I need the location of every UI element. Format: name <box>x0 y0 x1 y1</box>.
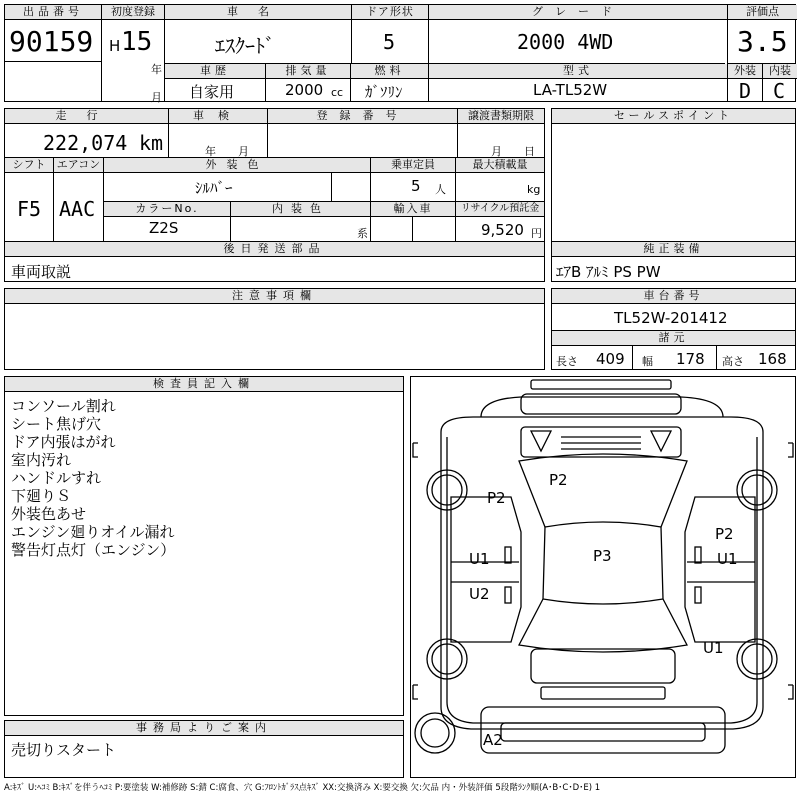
capacity-value: 5 <box>411 177 421 195</box>
car-diagram-svg <box>411 377 795 777</box>
list-item: ハンドルすれ <box>11 469 102 487</box>
month-unit: 月 <box>151 91 162 104</box>
sales-block <box>551 108 796 282</box>
grade-value: 2000 4WD <box>517 30 614 54</box>
inspector-list <box>11 397 175 559</box>
inspection-ym: 年 月 <box>205 145 249 158</box>
door-value: 5 <box>383 30 396 54</box>
list-item: シート焦げ穴 <box>11 415 102 433</box>
exterior-label: 外装色 <box>104 158 370 173</box>
fuel-label: 燃料 <box>351 64 428 79</box>
length-value: 409 <box>596 350 625 368</box>
spec-label: 諸元 <box>552 331 795 346</box>
list-item: 室内汚れ <box>11 451 72 469</box>
height-value: 168 <box>758 350 787 368</box>
mark-a2-rear: A2 <box>483 731 503 749</box>
model-value: LA-TL52W <box>533 81 608 99</box>
cc-unit: cc <box>331 86 344 99</box>
exterior-value: ｼﾙﾊﾞｰ <box>195 179 233 197</box>
score-value: 3.5 <box>737 25 788 58</box>
interior-label: 内装色 <box>231 202 370 217</box>
displacement-label: 排気量 <box>266 64 350 79</box>
details-block <box>4 108 545 282</box>
mark-u2-left: U2 <box>469 585 490 603</box>
capacity-label: 乗車定員 <box>371 158 455 173</box>
later-label: 後日発送部品 <box>5 242 544 257</box>
color-no-label: カラーNo. <box>104 202 230 217</box>
list-item: ドア内張はがれ <box>11 433 116 451</box>
history-label: 車歴 <box>165 64 265 79</box>
list-item: コンソール割れ <box>11 397 116 415</box>
list-item: エンジン廻りオイル漏れ <box>11 523 175 541</box>
kg-unit: kg <box>527 183 541 196</box>
car-name: ｴｽｸｰﾄﾞ <box>215 34 275 58</box>
year-unit: 年 <box>151 63 162 76</box>
mark-p2-right-rear: P2 <box>715 525 734 543</box>
office-block <box>4 720 404 778</box>
kei-unit: 系 <box>357 227 368 240</box>
inspector-label: 検査員記入欄 <box>5 377 403 392</box>
history-value: 自家用 <box>189 83 235 101</box>
ext-label: 外装 <box>728 64 762 79</box>
person-unit: 人 <box>435 183 446 196</box>
office-label: 事務局よりご案内 <box>5 721 403 736</box>
model-label: 型式 <box>429 64 727 79</box>
era: H <box>109 37 121 55</box>
mark-p2-left-front: P2 <box>487 489 506 507</box>
mark-u1-left: U1 <box>469 550 490 568</box>
caution-label: 注意事項欄 <box>5 289 544 304</box>
mark-p2-hood: P2 <box>549 471 568 489</box>
legend-text: A:ｷｽﾞ U:ﾍｺﾐ B:ｷｽﾞを伴うﾍｺﾐ P:要塗装 W:補修跡 S:錆 C:腐食、穴 G:ﾌﾛﾝﾄｶﾞﾗｽ点ｷｽﾞ XX:交換済み X:要交換 欠:欠品 内・外装評価 5段階ﾗﾝｸ順(A･B･C･D･E) 1 <box>4 783 601 793</box>
lot-number: 90159 <box>9 25 94 58</box>
door-label: ドア形状 <box>352 5 428 20</box>
first-reg-label: 初度登録 <box>102 5 164 20</box>
color-no-value: Z2S <box>149 219 179 237</box>
name-label: 車名 <box>165 5 351 20</box>
inspection-label: 車検 <box>169 109 267 124</box>
ac-label: エアコン <box>54 158 103 173</box>
length-label: 長さ <box>556 355 578 368</box>
sales-label: セールスポイント <box>552 109 795 124</box>
list-item: 外装色あせ <box>11 505 87 523</box>
equip-value: ｴｱB ｱﾙﾐ PS PW <box>556 263 661 281</box>
later-value: 車両取説 <box>11 263 72 281</box>
int-label: 内装 <box>763 64 797 79</box>
inspector-block <box>4 376 404 716</box>
load-label: 最大積載量 <box>456 158 544 173</box>
chassis-label: 車台番号 <box>552 289 795 304</box>
caution-block <box>4 288 545 370</box>
lot-label: 出品番号 <box>5 5 101 20</box>
top-block <box>4 4 796 102</box>
chassis-value: TL52W-201412 <box>614 309 728 327</box>
import-label: 輸入車 <box>371 202 455 217</box>
equip-label: 純正装備 <box>552 242 795 257</box>
mileage-value: 222,074 <box>43 131 128 155</box>
recycle-label: リサイクル預託金 <box>456 202 544 217</box>
shift-label: シフト <box>5 158 53 173</box>
mark-u1-right-rear: U1 <box>703 639 724 657</box>
recycle-value: 9,520 <box>481 221 524 239</box>
list-item: 警告灯点灯（エンジン） <box>11 541 176 559</box>
transfer-label: 譲渡書類期限 <box>458 109 544 124</box>
list-item: 下廻りＳ <box>11 487 72 505</box>
ac-value: AAC <box>59 197 96 221</box>
car-diagram <box>410 376 796 778</box>
int-grade: C <box>773 79 786 103</box>
displacement-value: 2000 <box>285 81 324 99</box>
ext-grade: D <box>739 79 752 103</box>
chassis-block <box>551 288 796 370</box>
grade-label: グレード <box>429 5 727 20</box>
width-value: 178 <box>676 350 705 368</box>
score-label: 評価点 <box>728 5 797 20</box>
fuel-value: ｶﾞｿﾘﾝ <box>365 83 403 101</box>
shift-value: F5 <box>17 197 42 221</box>
mileage-label: 走行 <box>5 109 168 124</box>
height-label: 高さ <box>722 355 744 368</box>
mark-u1-right: U1 <box>717 550 738 568</box>
km-unit: km <box>139 131 164 155</box>
plate-label: 登録番号 <box>268 109 457 124</box>
reg-year: 15 <box>121 27 153 57</box>
office-text: 売切りスタート <box>11 741 117 759</box>
yen-unit: 円 <box>531 227 542 240</box>
mark-p3-roof: P3 <box>593 547 612 565</box>
width-label: 幅 <box>642 355 653 368</box>
transfer-md: 月 日 <box>491 145 535 158</box>
